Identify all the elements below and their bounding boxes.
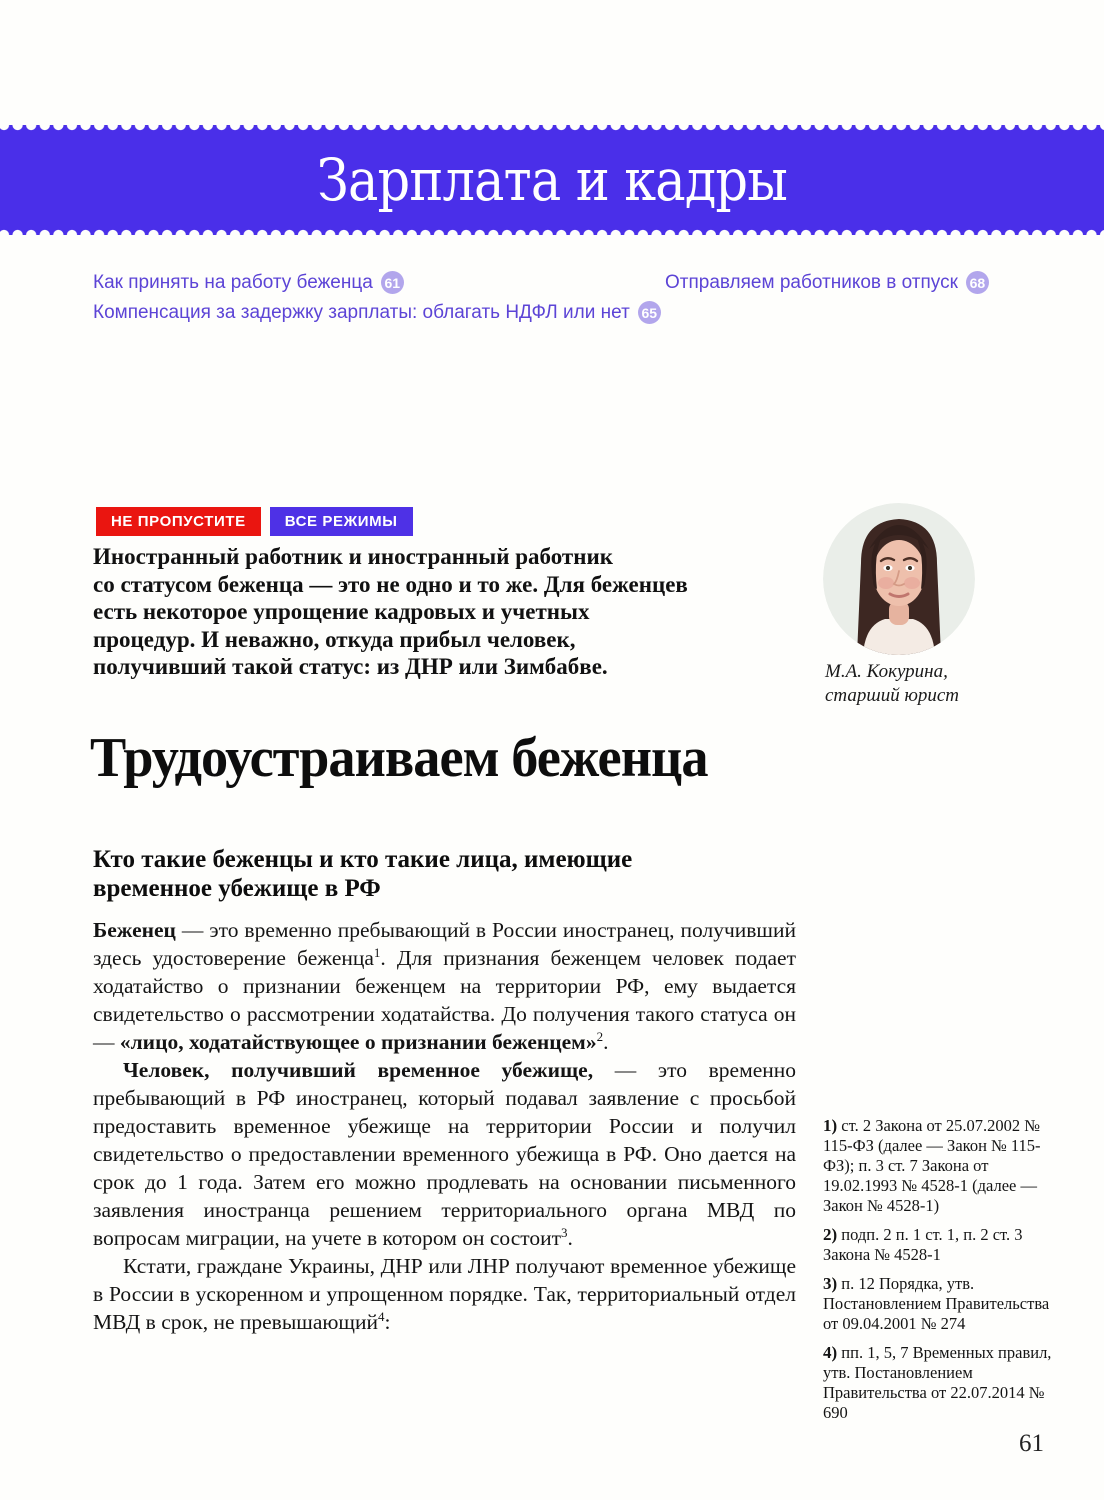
paragraph-ukraine-fast-track: Кстати, граждане Украины, ДНР или ЛНР получают временное убежище в России в ускоренном и упрощенном порядке. Так, территориальный отдел МВД в срок, не превышающий$^4$: — [93, 1254, 796, 1334]
paragraph-refugee-definition: Беженец — это временно пребывающий в России иностранец, получивший здесь удостоверение беженца$^1$. Для признания беженцем человек подает ходатайство о признании беженцем на территории РФ, ему выдается свидетельство о рассмотрении ходатайства. До получения такого статуса он — «лицо, ходатайствующее о признании беженцем»$^2$. — [93, 918, 796, 1054]
footnote-number: 2) — [823, 1225, 838, 1244]
intro-line: Иностранный работник и иностранный работник — [93, 544, 613, 569]
paragraph-temporary-asylum: Человек, получивший временное убежище, — это временно пребывающий в РФ иностранец, который подавал заявление с просьбой предоставить временное убежище на территории России и получил свидетельство о предоставлении временного убежища в РФ. Оно дается на срок до 1 года. Затем его можно продлевать на основании письменного заявления иностранца решением территориального органа МВД по вопросам миграции, на учете в котором он состоит$^3$. — [93, 1058, 796, 1250]
footnote-number: 1) — [823, 1116, 838, 1135]
footnote-ref-4: 4 — [378, 1308, 385, 1324]
term-refugee: Беженец — [93, 918, 176, 942]
intro-line: со статусом беженца — это не одно и то же. Для беженцев — [93, 571, 688, 597]
toc-item-salary-delay[interactable] — [93, 301, 661, 324]
toc-label: Компенсация за задержку зарплаты: облагать НДФЛ или нет — [93, 301, 630, 323]
footnote-ref-3: 3 — [561, 1224, 568, 1240]
intro-line: получивший такой статус: из ДНР или Зимбабве. — [93, 654, 608, 679]
footnote-2: 2) подп. 2 п. 1 ст. 1, п. 2 ст. 3 Закона № 4528-1 — [823, 1225, 1023, 1264]
intro-lead — [93, 543, 803, 681]
subtitle-line: Кто такие беженцы и кто такие лица, имеющие — [93, 846, 633, 873]
toc-page-badge: 61 — [381, 271, 404, 294]
page-number: 61 — [1019, 1430, 1044, 1457]
toc-label: Отправляем работников в отпуск — [665, 271, 958, 293]
footnote-number: 3) — [823, 1274, 838, 1293]
subtitle-line: временное убежище в РФ — [93, 875, 381, 902]
term-applicant: «лицо, ходатайствующее о признании беженцем» — [119, 1030, 597, 1054]
footnote-ref-2: 2 — [596, 1028, 604, 1044]
section-banner — [0, 125, 1104, 235]
rubric-all-modes: ВСЕ РЕЖИМЫ — [270, 507, 413, 536]
footnote-4: 4) пп. 1, 5, 7 Временных правил, утв. Постановлением Правительства от 22.07.2014 № 690 — [823, 1343, 1052, 1422]
toc-label: Как принять на работу беженца — [93, 271, 373, 293]
footnote-1: 1) ст. 2 Закона от 25.07.2002 № 115-ФЗ (далее — Закон № 115-ФЗ); п. 3 ст. 7 Закона от 19.02.1993 № 4528-1 (далее — Закон № 4528-1) — [823, 1116, 1041, 1215]
footnote-number: 4) — [823, 1343, 838, 1362]
term-temporary-asylum: Человек, получивший временное убежище, — [123, 1058, 594, 1082]
rubric-badges — [96, 507, 413, 536]
intro-line: есть некоторое упрощение кадровых и учетных — [93, 599, 590, 624]
intro-line: процедур. И неважно, откуда прибыл человек, — [93, 626, 576, 652]
article-subtitle — [93, 845, 813, 903]
author-caption — [825, 660, 1055, 708]
author-role: старший юрист — [825, 685, 960, 706]
toc-page-badge: 68 — [966, 271, 989, 294]
toc-item-vacation[interactable] — [665, 271, 989, 294]
author-photo — [823, 503, 975, 655]
toc-page-badge: 65 — [638, 301, 661, 324]
footnotes-sidebar — [823, 1116, 1055, 1432]
article-body — [93, 916, 796, 1336]
footnote-3: 3) п. 12 Порядка, утв. Постановлением Правительства от 09.04.2001 № 274 — [823, 1274, 1050, 1333]
article-title: Трудоустраиваем беженца — [90, 727, 708, 789]
author-name: М.А. Кокурина, — [825, 661, 948, 682]
toc-item-refugee-hire[interactable] — [93, 271, 404, 294]
rubric-dont-miss: НЕ ПРОПУСТИТЕ — [96, 507, 261, 536]
footnote-ref-1: 1 — [373, 944, 381, 960]
section-title: Зарплата и кадры — [317, 146, 787, 214]
